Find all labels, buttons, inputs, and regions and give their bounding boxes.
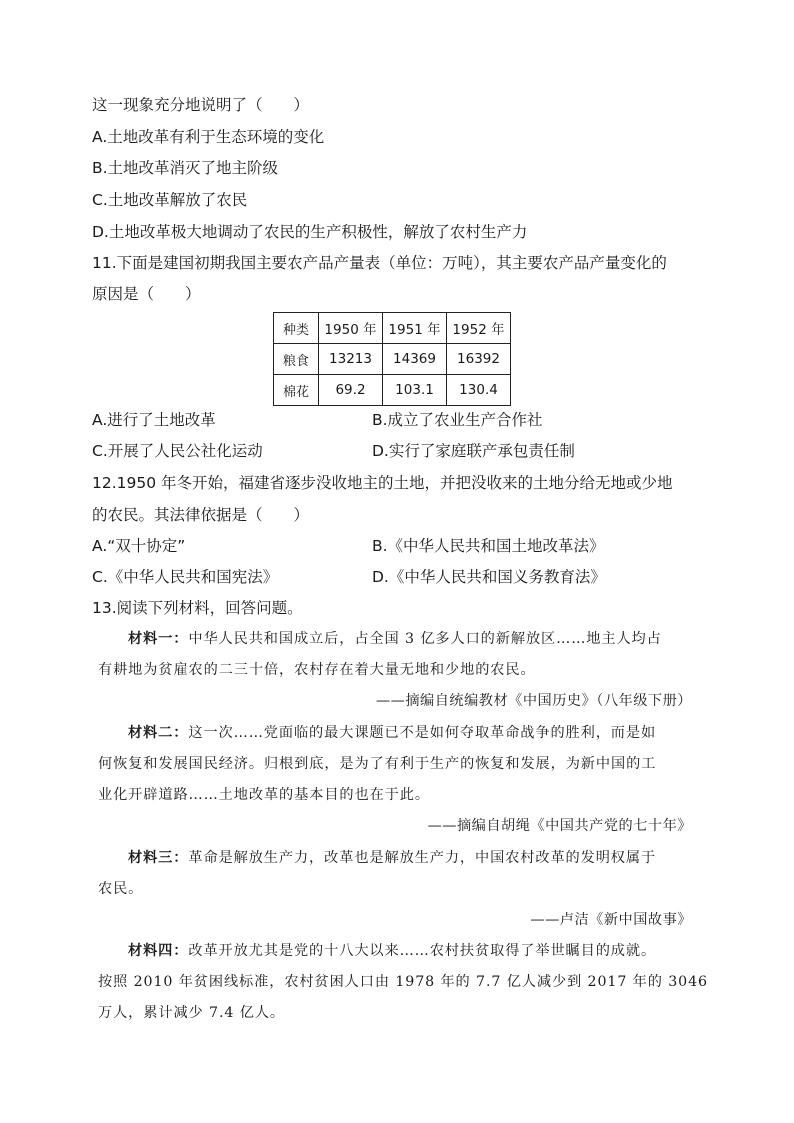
table-header-cell: 1952 年 bbox=[447, 313, 511, 344]
material-4-line3: 万人，累计减少 7.4 亿人。 bbox=[98, 1005, 285, 1021]
material-4-line2: 按照 2010 年贫困线标准，农村贫困人口由 1978 年的 7.7 亿人减少到 2017 年的 3046 bbox=[98, 974, 708, 990]
q10-option-b: B.土地改革消灭了地主阶级 bbox=[92, 159, 279, 177]
q11-stem-line1: 11.下面是建国初期我国主要农产品产量表（单位：万吨），其主要农产品产量变化的 bbox=[92, 254, 667, 272]
q12-stem-line1: 12.1950 年冬开始，福建省逐步没收地主的土地，并把没收来的土地分给无地或少地 bbox=[92, 474, 673, 492]
material-4-line1 bbox=[128, 941, 728, 961]
material-3-label: 材料三： bbox=[128, 850, 189, 866]
material-1-text: 中华人民共和国成立后，占全国 3 亿多人口的新解放区……地主人均占 bbox=[188, 631, 662, 647]
table-cell: 103.1 bbox=[383, 375, 447, 406]
q12-option-a: A.“双十协定” bbox=[92, 537, 186, 555]
material-1-line1 bbox=[128, 629, 728, 649]
q11-option-d: D.实行了家庭联产承包责任制 bbox=[372, 442, 575, 460]
q12-stem-line2: 的农民。其法律依据是（ ） bbox=[92, 506, 310, 524]
q13-intro: 13.阅读下列材料，回答问题。 bbox=[92, 599, 303, 617]
q11-option-a: A.进行了土地改革 bbox=[92, 411, 216, 429]
table-row bbox=[274, 375, 511, 406]
q11-option-c: C.开展了人民公社化运动 bbox=[92, 442, 263, 460]
table-cell: 棉花 bbox=[274, 375, 319, 406]
material-3-text: 革命是解放生产力，改革也是解放生产力，中国农村改革的发明权属于 bbox=[188, 850, 657, 866]
q10-stem: 这一现象充分地说明了（ ） bbox=[92, 96, 310, 114]
q12-option-d: D.《中华人民共和国义务教育法》 bbox=[372, 568, 606, 586]
table-header-row bbox=[274, 313, 511, 344]
material-3-line2: 农民。 bbox=[98, 881, 144, 897]
q10-option-a: A.土地改革有利于生态环境的变化 bbox=[92, 128, 325, 146]
q10-option-d: D.土地改革极大地调动了农民的生产积极性，解放了农村生产力 bbox=[92, 223, 528, 241]
material-2-text: 这一次……党面临的最大课题已不是如何夺取革命战争的胜利，而是如 bbox=[188, 725, 657, 741]
q11-stem-line2: 原因是（ ） bbox=[92, 285, 201, 303]
q12-option-c: C.《中华人民共和国宪法》 bbox=[92, 568, 279, 586]
table-header-cell: 1950 年 bbox=[319, 313, 383, 344]
table-cell: 14369 bbox=[383, 344, 447, 375]
table-header-cell: 1951 年 bbox=[383, 313, 447, 344]
q11-option-b: B.成立了农业生产合作社 bbox=[372, 411, 543, 429]
q10-option-c: C.土地改革解放了农民 bbox=[92, 191, 248, 209]
material-3-source: ——卢洁《新中国故事》 bbox=[530, 912, 692, 928]
material-2-line2: 何恢复和发展国民经济。归根到底，是为了有利于生产的恢复和发展，为新中国的工 bbox=[98, 756, 657, 772]
material-1-source: ——摘编自统编教材《中国历史》（八年级下册） bbox=[375, 693, 692, 709]
material-2-line1 bbox=[128, 723, 728, 743]
table-cell: 16392 bbox=[447, 344, 511, 375]
table-cell: 130.4 bbox=[447, 375, 511, 406]
table-cell: 13213 bbox=[319, 344, 383, 375]
material-3-line1 bbox=[128, 848, 728, 868]
production-table bbox=[273, 312, 511, 406]
material-1-label: 材料一： bbox=[128, 631, 189, 647]
table-row bbox=[274, 344, 511, 375]
q12-option-b: B.《中华人民共和国土地改革法》 bbox=[372, 537, 605, 555]
material-2-label: 材料二： bbox=[128, 725, 189, 741]
material-1-line2: 有耕地为贫雇农的二三十倍，农村存在着大量无地和少地的农民。 bbox=[98, 662, 536, 678]
material-4-text: 改革开放尤其是党的十八大以来……农村扶贫取得了举世瞩目的成就。 bbox=[188, 943, 657, 959]
table-cell: 69.2 bbox=[319, 375, 383, 406]
material-4-label: 材料四： bbox=[128, 943, 189, 959]
table-cell: 粮食 bbox=[274, 344, 319, 375]
table-header-cell: 种类 bbox=[274, 313, 319, 344]
material-2-source: ——摘编自胡绳《中国共产党的七十年》 bbox=[427, 818, 692, 834]
material-2-line3: 业化开辟道路……土地改革的基本目的也在于此。 bbox=[98, 787, 430, 803]
